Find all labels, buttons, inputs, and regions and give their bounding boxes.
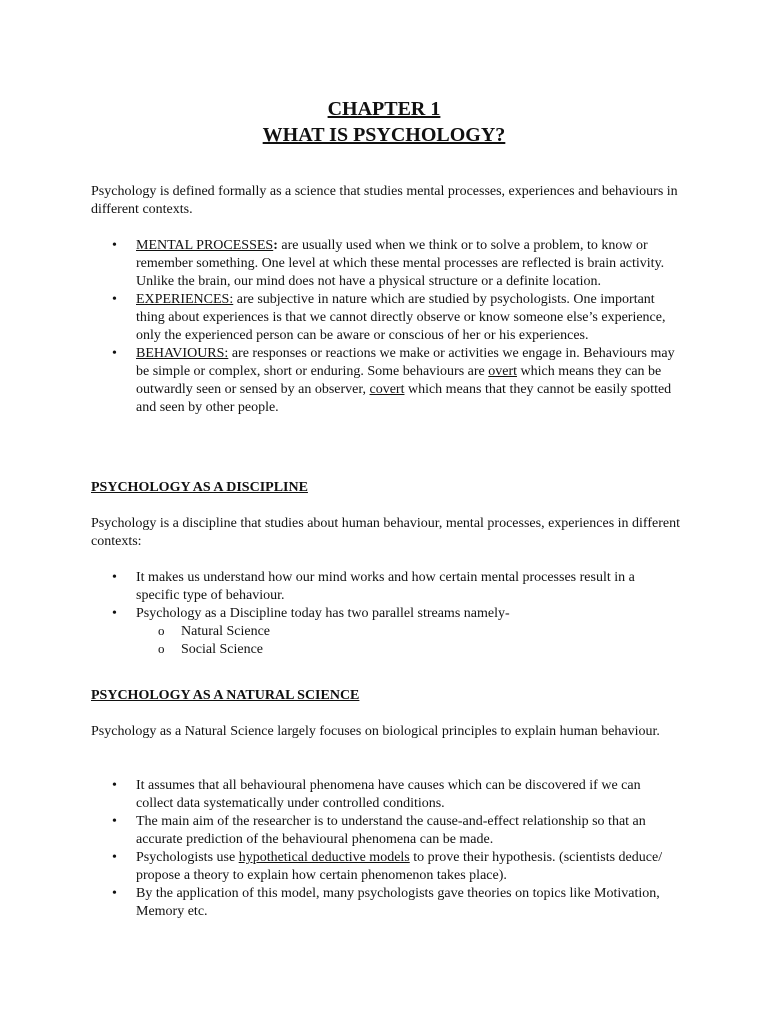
term-hypothetical-deductive-models: hypothetical deductive models bbox=[238, 850, 410, 865]
bullet-icon: • bbox=[112, 606, 117, 621]
term-separator: : bbox=[273, 238, 278, 253]
circle-bullet-icon: o bbox=[158, 623, 165, 638]
list-item bbox=[0, 291, 676, 345]
bullet-text: Psychology as a Discipline today has two parallel streams namely- bbox=[136, 606, 510, 621]
definition-text: which means they can be outwardly seen or sensed by an observer, bbox=[136, 364, 662, 397]
definition-text: are subjective in nature which are studied by psychologists. One important thing about experiences is that we cannot directly observe or know someone else’s experience, only the experienced person can be aware or conscious of her or his experiences. bbox=[136, 292, 666, 343]
chapter-number: CHAPTER 1 bbox=[327, 98, 441, 120]
list-item bbox=[0, 849, 676, 885]
term-experiences: EXPERIENCES: bbox=[136, 292, 234, 307]
bullet-icon: • bbox=[112, 570, 117, 585]
discipline-list bbox=[0, 569, 768, 659]
bullet-text: It makes us understand how our mind works and how certain mental processes result in a specific type of behaviour. bbox=[136, 570, 635, 603]
intro-paragraph: Psychology is defined formally as a science that studies mental processes, experiences and behaviours in different contexts. bbox=[91, 184, 678, 217]
section-heading-natural-science: PSYCHOLOGY AS A NATURAL SCIENCE bbox=[91, 688, 360, 703]
discipline-paragraph: Psychology is a discipline that studies about human behaviour, mental processes, experiences in different contexts: bbox=[91, 516, 680, 549]
bullet-icon: • bbox=[112, 346, 117, 361]
bullet-text: The main aim of the researcher is to understand the cause-and-effect relationship so that an accurate prediction of the behavioural phenomena can be made. bbox=[136, 814, 646, 847]
term-overt: overt bbox=[488, 364, 518, 379]
chapter-title: WHAT IS PSYCHOLOGY? bbox=[262, 124, 506, 146]
bullet-icon: • bbox=[112, 850, 117, 865]
definition-text: are usually used when we think or to solve a problem, to know or remember something. One level at which these mental processes are reflected is brain activity. Unlike the brain, our mind does not have a physical structure or a definite location. bbox=[136, 238, 665, 289]
bullet-text: Psychologists use bbox=[136, 850, 239, 865]
list-item bbox=[0, 777, 676, 813]
stream-social-science: Social Science bbox=[181, 642, 264, 657]
definition-text: are responses or reactions we make or activities we engage in. Behaviours may be simple or complex, short or enduring. Some behaviours are bbox=[136, 346, 675, 379]
bullet-text: to prove their hypothesis. (scientists deduce/ propose a theory to explain how certain phenomenon takes place). bbox=[136, 850, 663, 883]
term-covert: covert bbox=[369, 382, 405, 397]
list-item bbox=[136, 641, 676, 659]
list-item bbox=[0, 569, 676, 605]
bullet-text: It assumes that all behavioural phenomena have causes which can be discovered if we can collect data systematically under controlled conditions. bbox=[136, 778, 641, 811]
list-item bbox=[0, 605, 676, 659]
bullet-icon: • bbox=[112, 778, 117, 793]
term-behaviours: BEHAVIOURS: bbox=[136, 346, 229, 361]
term-mental-processes: MENTAL PROCESSES bbox=[136, 238, 274, 253]
bullet-icon: • bbox=[112, 814, 117, 829]
bullet-icon: • bbox=[112, 292, 117, 307]
list-item bbox=[0, 237, 676, 291]
stream-natural-science: Natural Science bbox=[181, 624, 271, 639]
section-heading-discipline: PSYCHOLOGY AS A DISCIPLINE bbox=[91, 480, 308, 495]
definition-text: which means that they cannot be easily spotted and seen by other people. bbox=[136, 382, 672, 415]
list-item bbox=[0, 345, 676, 417]
list-item bbox=[136, 623, 676, 641]
bullet-icon: • bbox=[112, 886, 117, 901]
list-item bbox=[0, 885, 676, 921]
bullet-icon: • bbox=[112, 238, 117, 253]
list-item bbox=[0, 813, 676, 849]
circle-bullet-icon: o bbox=[158, 641, 165, 656]
bullet-text: By the application of this model, many psychologists gave theories on topics like Motivation, Memory etc. bbox=[136, 886, 660, 919]
natural-science-list bbox=[0, 777, 768, 921]
definitions-list bbox=[0, 237, 768, 417]
streams-list bbox=[136, 623, 676, 659]
natural-science-paragraph: Psychology as a Natural Science largely focuses on biological principles to explain human behaviour. bbox=[91, 724, 660, 739]
